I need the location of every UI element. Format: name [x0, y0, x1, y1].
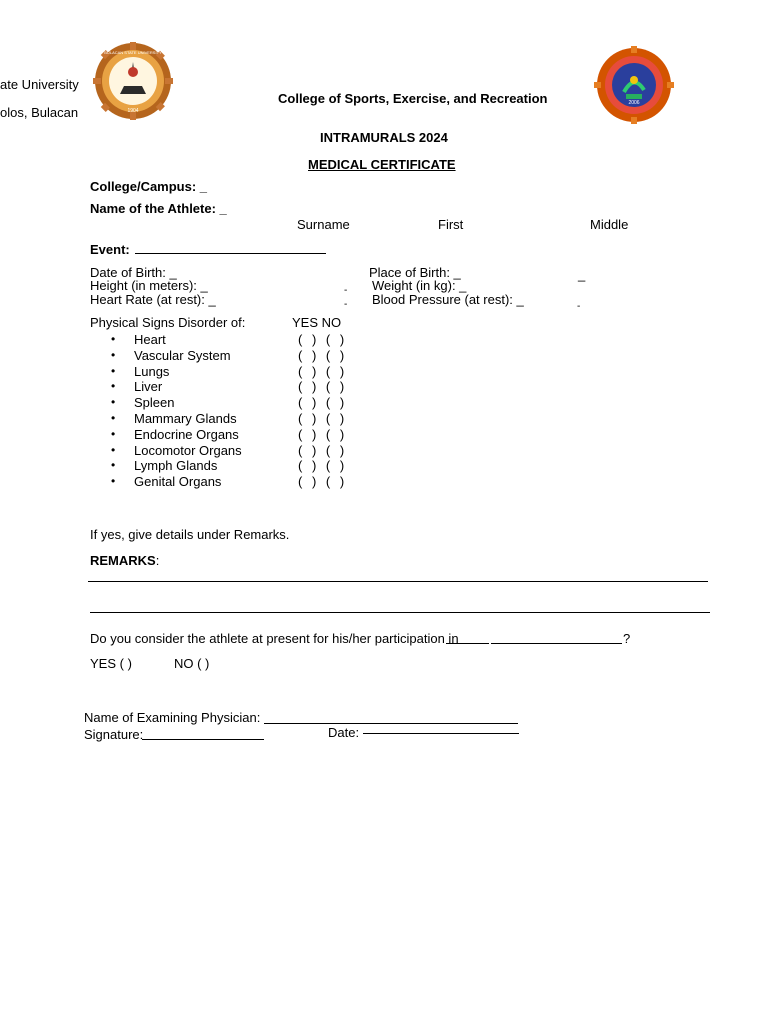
- svg-text:1904: 1904: [127, 108, 139, 114]
- participation-yes-option[interactable]: YES ( ): [90, 656, 132, 671]
- remarks-line[interactable]: [90, 612, 710, 613]
- yes-no-header: YES NO: [292, 315, 342, 330]
- remarks-heading: REMARKS:: [90, 553, 160, 568]
- event-input-line[interactable]: [135, 253, 326, 254]
- yes-no-choice[interactable]: ( ) ( ): [298, 395, 345, 410]
- organ-label: Heart: [134, 332, 166, 347]
- university-name-fragment: ate University: [0, 77, 79, 92]
- bullet-icon: •: [111, 332, 116, 346]
- bullet-icon: •: [111, 458, 116, 472]
- yes-no-choice[interactable]: ( ) ( ): [298, 364, 345, 379]
- bullet-icon: •: [111, 411, 116, 425]
- organ-label: Lungs: [134, 364, 170, 379]
- certificate-title: MEDICAL CERTIFICATE: [308, 157, 456, 172]
- place-of-birth-field[interactable]: Place of Birth: _: [369, 265, 461, 280]
- stray-dash: -: [577, 301, 581, 312]
- bullet-icon: •: [111, 443, 116, 457]
- event-title: INTRAMURALS 2024: [320, 130, 448, 145]
- physical-signs-label: Physical Signs Disorder of:: [90, 315, 246, 330]
- college-name: College of Sports, Exercise, and Recreation: [278, 91, 548, 106]
- stray-dash: -: [344, 299, 348, 310]
- organ-label: Vascular System: [134, 348, 231, 363]
- college-seal-icon: [590, 46, 678, 124]
- date-label: Date:: [328, 725, 360, 740]
- signature-line[interactable]: [142, 739, 264, 740]
- physician-name-label: Name of Examining Physician:: [84, 710, 261, 725]
- participation-question: Do you consider the athlete at present for his/her participation in: [90, 631, 459, 646]
- bulsu-seal-icon: [88, 42, 178, 120]
- remarks-note: If yes, give details under Remarks.: [90, 527, 290, 542]
- yes-no-choice[interactable]: ( ) ( ): [298, 332, 345, 347]
- yes-no-choice[interactable]: ( ) ( ): [298, 458, 345, 473]
- organ-label: Mammary Glands: [134, 411, 237, 426]
- bullet-icon: •: [111, 474, 116, 488]
- university-address-fragment: olos, Bulacan: [0, 105, 79, 120]
- college-campus-field[interactable]: College/Campus: _: [90, 179, 208, 194]
- blood-pressure-field[interactable]: Blood Pressure (at rest): _: [372, 292, 524, 307]
- participation-blank-line[interactable]: [491, 643, 622, 644]
- bullet-icon: •: [111, 395, 116, 409]
- participation-no-option[interactable]: NO ( ): [174, 656, 210, 671]
- yes-no-choice[interactable]: ( ) ( ): [298, 379, 345, 394]
- organ-label: Genital Organs: [134, 474, 222, 489]
- yes-no-choice[interactable]: ( ) ( ): [298, 443, 345, 458]
- question-mark: ?: [623, 631, 631, 646]
- yes-no-choice[interactable]: ( ) ( ): [298, 474, 345, 489]
- remarks-line[interactable]: [88, 581, 708, 582]
- signature-label: Signature:: [84, 727, 144, 742]
- first-name-label: First: [438, 217, 464, 232]
- physician-name-line[interactable]: [264, 723, 518, 724]
- middle-name-label: Middle: [590, 217, 629, 232]
- stray-dash: -: [344, 285, 348, 296]
- date-line[interactable]: [363, 733, 519, 734]
- yes-no-choice[interactable]: ( ) ( ): [298, 348, 345, 363]
- height-field[interactable]: Height (in meters): _: [90, 278, 208, 293]
- bullet-icon: •: [111, 348, 116, 362]
- surname-label: Surname: [297, 217, 350, 232]
- svg-text:BULACAN STATE UNIVERSITY: BULACAN STATE UNIVERSITY: [104, 50, 162, 55]
- stray-underscore: _: [578, 267, 586, 282]
- svg-text:2006: 2006: [628, 100, 640, 106]
- athlete-name-field[interactable]: Name of the Athlete: _: [90, 201, 227, 216]
- bullet-icon: •: [111, 379, 116, 393]
- yes-no-choice[interactable]: ( ) ( ): [298, 427, 345, 442]
- heart-rate-field[interactable]: Heart Rate (at rest): _: [90, 292, 216, 307]
- organ-label: Spleen: [134, 395, 175, 410]
- date-of-birth-field[interactable]: Date of Birth: _: [90, 265, 177, 280]
- organ-label: Lymph Glands: [134, 458, 218, 473]
- yes-no-choice[interactable]: ( ) ( ): [298, 411, 345, 426]
- event-label: Event:: [90, 242, 130, 257]
- participation-blank-line[interactable]: [446, 643, 489, 644]
- organ-label: Locomotor Organs: [134, 443, 242, 458]
- organ-label: Liver: [134, 379, 163, 394]
- organ-label: Endocrine Organs: [134, 427, 239, 442]
- bullet-icon: •: [111, 364, 116, 378]
- bullet-icon: •: [111, 427, 116, 441]
- weight-field[interactable]: Weight (in kg): _: [372, 278, 467, 293]
